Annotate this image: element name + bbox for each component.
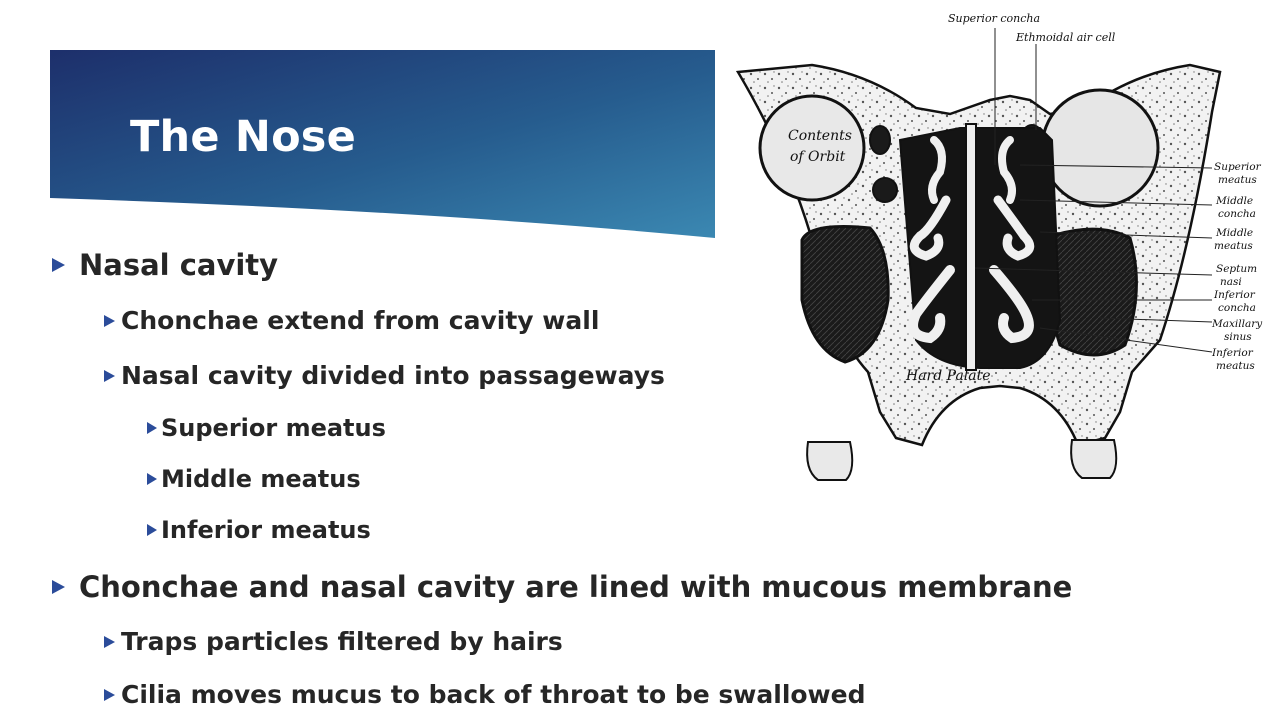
right-tooth <box>1071 440 1116 478</box>
bullet-arrow-icon <box>104 636 115 648</box>
nasal-cavity-diagram <box>720 0 1280 500</box>
label-inferior-meatus-1: Inferior <box>1212 347 1253 359</box>
label-inferior-concha-1: Inferior <box>1214 289 1255 301</box>
bullet-text: Middle meatus <box>161 465 361 493</box>
label-ethmoidal-air-cell: Ethmoidal air cell <box>1016 31 1116 44</box>
bullet-passageways <box>104 361 665 390</box>
bullet-chonchae-extend <box>104 306 599 335</box>
bullet-arrow-icon <box>147 473 157 485</box>
bullet-inferior-meatus <box>147 516 371 544</box>
bullet-arrow-icon <box>147 524 157 536</box>
bullet-arrow-icon <box>104 315 115 327</box>
label-middle-meatus-2: meatus <box>1214 240 1253 252</box>
septum-nasi <box>966 124 976 370</box>
bullet-arrow-icon <box>52 580 65 594</box>
bullet-arrow-icon <box>104 689 115 701</box>
title-banner <box>0 0 720 250</box>
label-superior-concha: Superior concha <box>948 12 1040 25</box>
label-septum-nasi-2: nasi <box>1220 276 1242 288</box>
label-inferior-concha-2: concha <box>1218 302 1256 314</box>
label-contents: Contents <box>788 128 852 144</box>
label-superior-meatus-1: Superior <box>1214 161 1261 173</box>
bullet-text: Superior meatus <box>161 414 386 442</box>
bullet-arrow-icon <box>104 370 115 382</box>
bullet-nasal-cavity <box>52 248 278 282</box>
label-middle-concha-1: Middle <box>1216 195 1254 207</box>
bullet-cilia <box>104 680 866 709</box>
label-septum-nasi-1: Septum <box>1216 263 1258 275</box>
left-orbit <box>760 96 864 200</box>
label-middle-meatus-1: Middle <box>1216 227 1254 239</box>
bullet-text: Inferior meatus <box>161 516 371 544</box>
slide-title: The Nose <box>130 112 356 162</box>
label-of-orbit: of Orbit <box>790 149 846 165</box>
label-superior-meatus-2: meatus <box>1218 174 1257 186</box>
right-maxillary-sinus <box>1051 229 1136 355</box>
bullet-text: Traps particles filtered by hairs <box>121 627 563 656</box>
bullet-arrow-icon <box>52 258 65 272</box>
left-tooth <box>807 442 852 480</box>
right-orbit <box>1042 90 1158 206</box>
label-inferior-meatus-2: meatus <box>1216 360 1255 372</box>
bullet-arrow-icon <box>147 422 157 434</box>
bullet-text: Chonchae extend from cavity wall <box>121 306 600 335</box>
label-middle-concha-2: concha <box>1218 208 1256 220</box>
bullet-superior-meatus <box>147 414 386 442</box>
bullet-text: Nasal cavity divided into passageways <box>121 361 665 390</box>
bullet-text: Nasal cavity <box>79 248 279 282</box>
label-maxillary-sinus-1: Maxillary <box>1212 318 1263 330</box>
bullet-text: Chonchae and nasal cavity are lined with mucous membrane <box>79 570 1073 604</box>
bullet-traps-particles <box>104 627 563 656</box>
bullet-text: Cilia moves mucus to back of throat to be swallowed <box>121 680 866 709</box>
bullet-mucous-membrane <box>52 570 1072 604</box>
label-hard-palate: Hard Palate <box>906 368 991 384</box>
label-maxillary-sinus-2: sinus <box>1224 331 1252 343</box>
bullet-middle-meatus <box>147 465 361 493</box>
